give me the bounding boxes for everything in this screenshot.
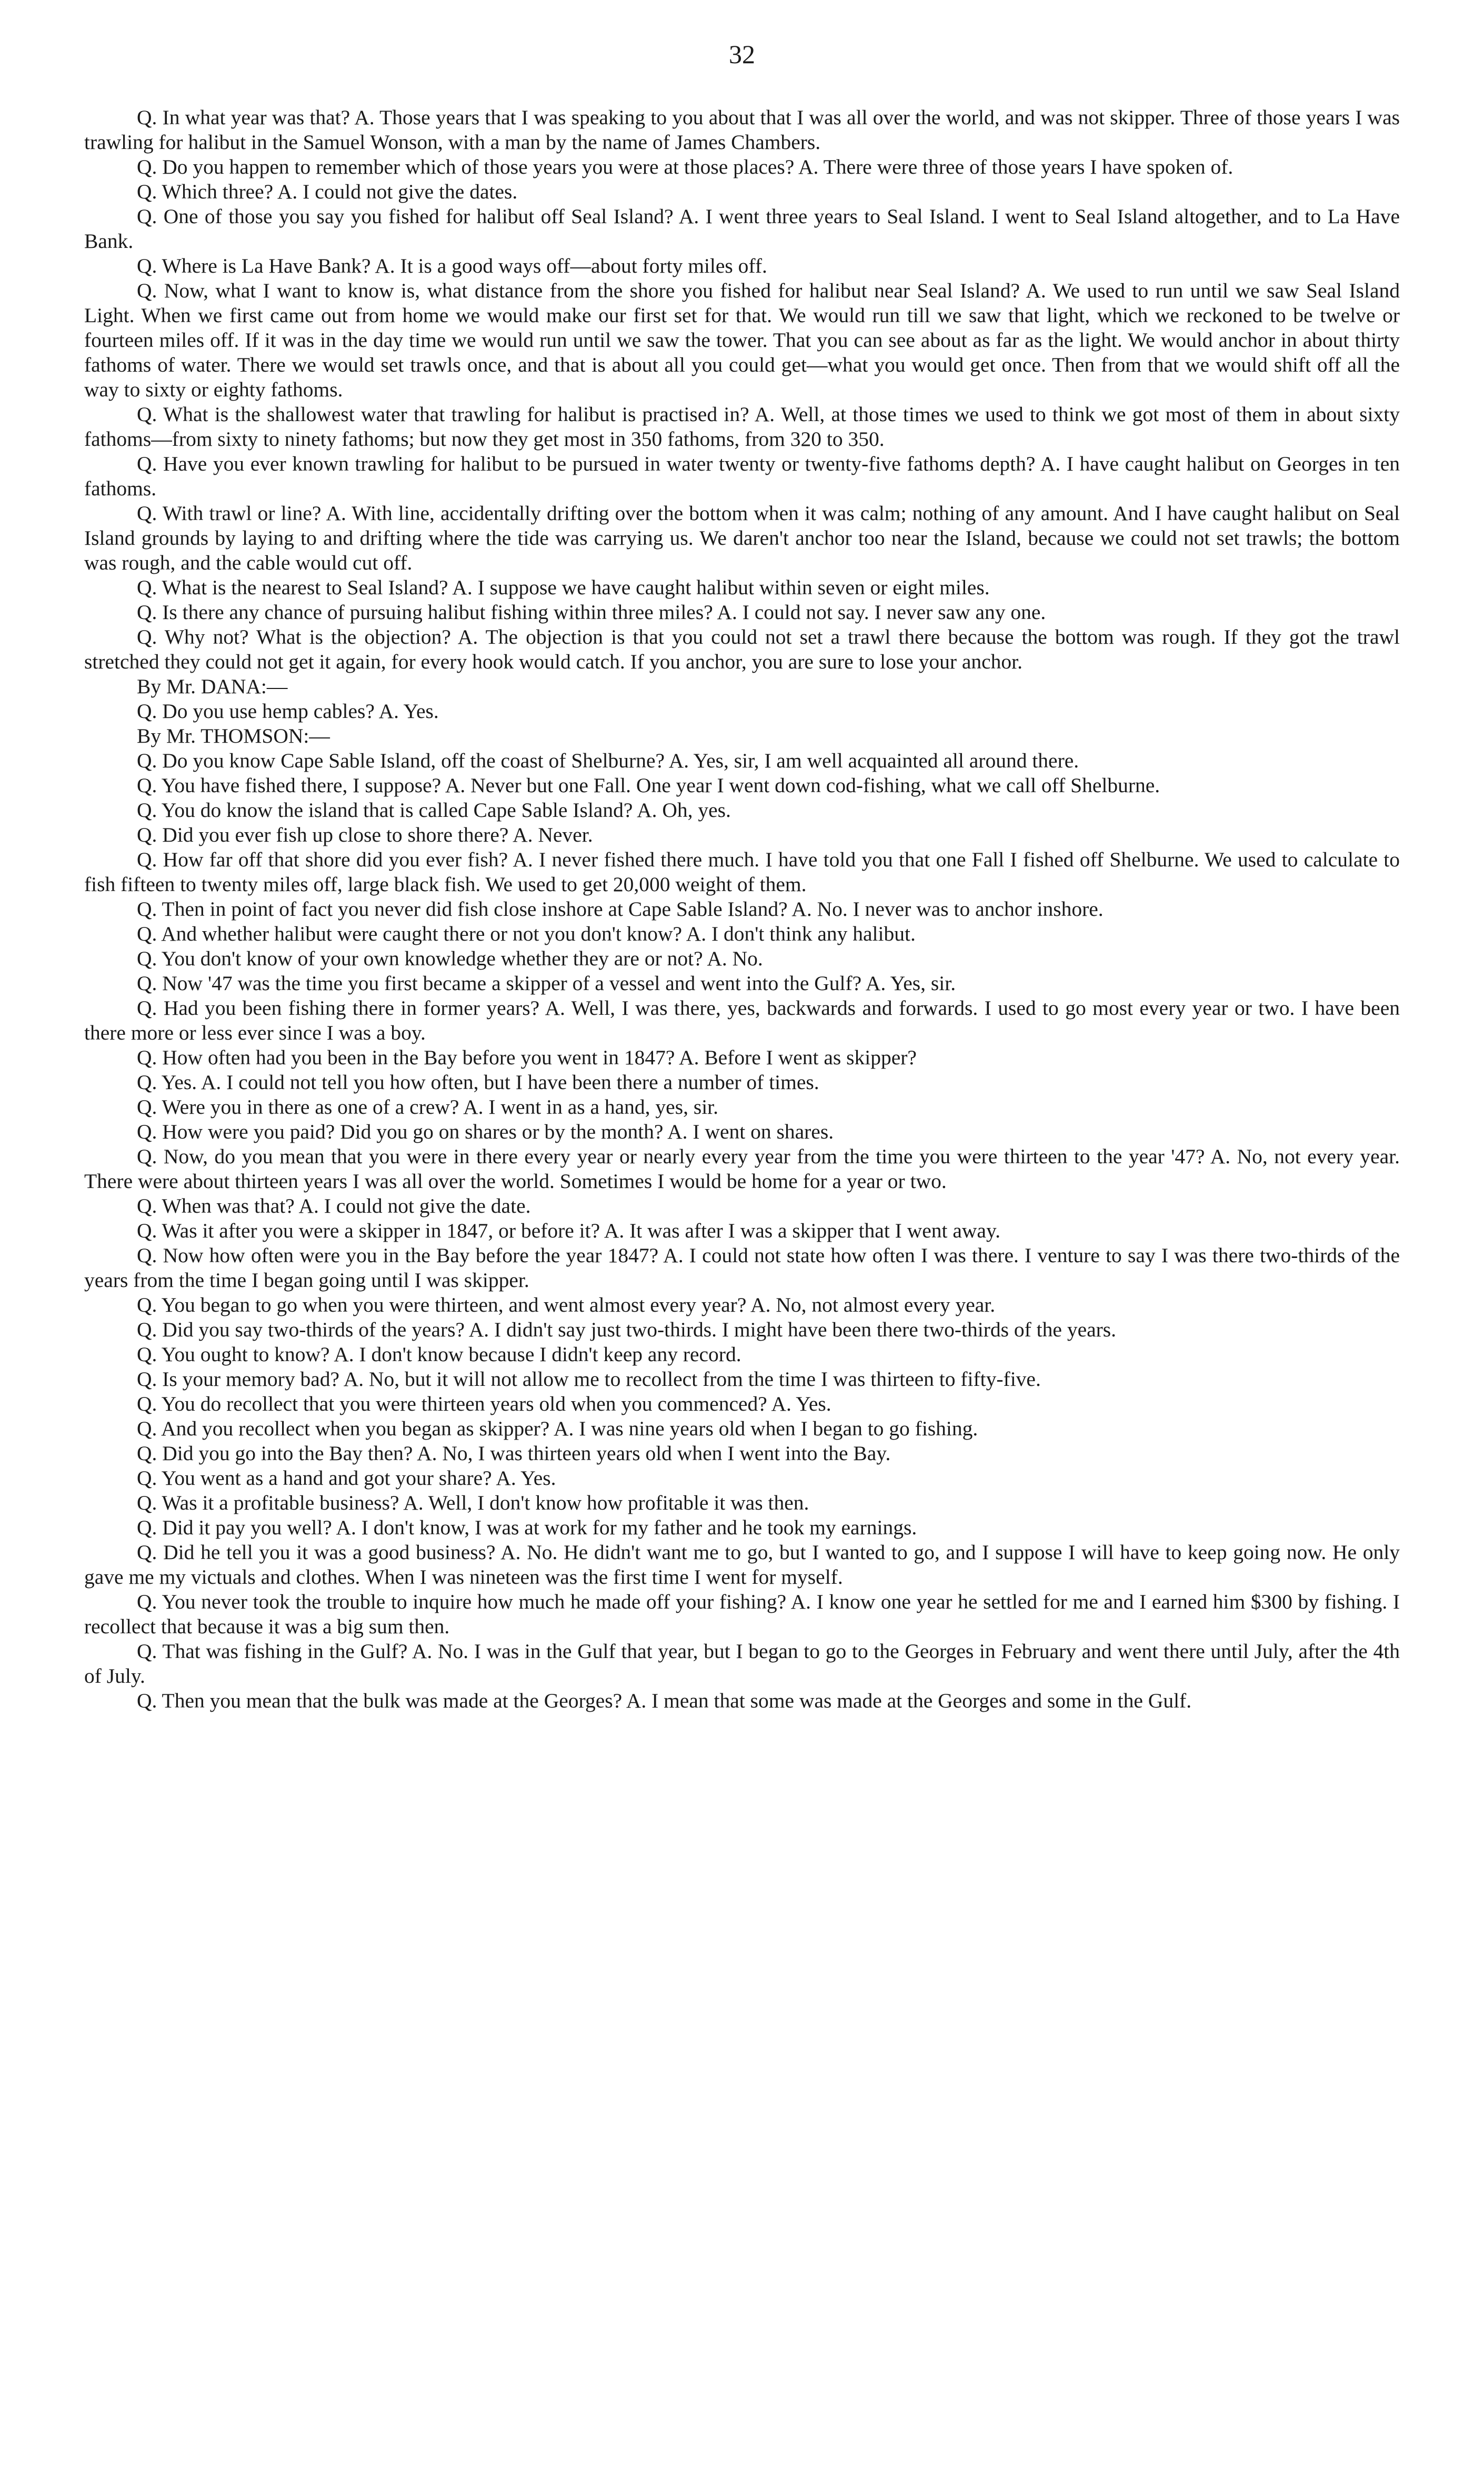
paragraph: Q. In what year was that? A. Those years that I was speaking to you about that I was all over the world, and was not skipper. Three of those years I was trawling for halibut in the Samuel Wonson, with a man by the name of James Chambers. bbox=[84, 106, 1400, 154]
paragraph: Q. Then in point of fact you never did fish close inshore at Cape Sable Island? A. No. I never was to anchor inshore. bbox=[137, 897, 1104, 921]
paragraph: Q. Was it after you were a skipper in 1847, or before it? A. It was after I was a skipper that I went away. bbox=[137, 1219, 1001, 1242]
page-number: 32 bbox=[729, 39, 755, 69]
paragraph: Q. Yes. A. I could not tell you how often, but I have been there a number of times. bbox=[137, 1071, 819, 1094]
paragraph: Q. Did it pay you well? A. I don't know, I was at work for my father and he took my earnings. bbox=[137, 1516, 917, 1539]
paragraph: Q. Have you ever known trawling for halibut to be pursued in water twenty or twenty-five fathoms depth? A. I have caught halibut on Georges in ten fathoms. bbox=[84, 452, 1400, 500]
paragraph: Q. You went as a hand and got your share? A. Yes. bbox=[137, 1466, 556, 1490]
paragraph: Q. Did you say two-thirds of the years? A. I didn't say just two-thirds. I might have been there two-thirds of the years. bbox=[137, 1318, 1117, 1341]
paragraph: Q. Were you in there as one of a crew? A. I went in as a hand, yes, sir. bbox=[137, 1095, 719, 1118]
paragraph: Q. Now, what I want to know is, what distance from the shore you fished for halibut near Seal Island? A. We used to run until we saw Seal Island Light. When we first came out from home we would make our first set for that. We would run till we saw that light, which we reckoned to be twelve or fourteen miles off. If it was in the day time we would run until we saw the tower. That you can see about as far as the light. We would anchor in about thirty fathoms of water. There we would set trawls once, and that is about all you could get—what you would get once. Then from that we would shift off all the way to sixty or eighty fathoms. bbox=[84, 279, 1400, 401]
paragraph: Q. What is the nearest to Seal Island? A. I suppose we have caught halibut within seven or eight miles. bbox=[137, 576, 990, 599]
testimony-text bbox=[84, 105, 1400, 1713]
paragraph: Q. One of those you say you fished for halibut off Seal Island? A. I went three years to Seal Island. I went to Seal Island altogether, and to La Have Bank. bbox=[84, 205, 1400, 253]
paragraph: Q. Had you been fishing there in former years? A. Well, I was there, yes, backwards and forwards. I used to go most every year or two. I have been there more or less ever since I was a boy. bbox=[84, 996, 1400, 1044]
paragraph: Q. Do you use hemp cables? A. Yes. bbox=[137, 700, 439, 723]
paragraph: Q. And you recollect when you began as skipper? A. I was nine years old when I began to go fishing. bbox=[137, 1417, 978, 1440]
paragraph: Q. You never took the trouble to inquire how much he made off your fishing? A. I know one year he settled for me and I earned him $300 by fishing. I recollect that because it was a big sum then. bbox=[84, 1590, 1400, 1638]
paragraph: Q. Which three? A. I could not give the dates. bbox=[137, 180, 518, 203]
paragraph: Q. Do you know Cape Sable Island, off the coast of Shelburne? A. Yes, sir, I am well acquainted all around there. bbox=[137, 749, 1079, 772]
paragraph: Q. Now '47 was the time you first became a skipper of a vessel and went into the Gulf? A. Yes, sir. bbox=[137, 972, 956, 995]
paragraph: Q. You ought to know? A. I don't know because I didn't keep any record. bbox=[137, 1343, 741, 1366]
paragraph: Q. Why not? What is the objection? A. The objection is that you could not set a trawl there because the bottom was rough. If they got the trawl stretched they could not get it again, for every hook would catch. If you anchor, you are sure to lose your anchor. bbox=[84, 625, 1400, 673]
paragraph: Q. Now, do you mean that you were in there every year or nearly every year from the time you were thirteen to the year '47? A. No, not every year. There were about thirteen years I was all over the world. Sometimes I would be home for a year or two. bbox=[84, 1145, 1400, 1193]
paragraph: Q. You do know the island that is called Cape Sable Island? A. Oh, yes. bbox=[137, 798, 731, 822]
paragraph: Q. And whether halibut were caught there or not you don't know? A. I don't think any halibut. bbox=[137, 922, 916, 945]
paragraph: Q. Did you go into the Bay then? A. No, I was thirteen years old when I went into the Bay. bbox=[137, 1442, 891, 1465]
paragraph: Q. How were you paid? Did you go on shares or by the month? A. I went on shares. bbox=[137, 1120, 834, 1143]
paragraph: Q. Was it a profitable business? A. Well, I don't know how profitable it was then. bbox=[137, 1491, 809, 1514]
paragraph: Q. What is the shallowest water that trawling for halibut is practised in? A. Well, at those times we used to think we got most of them in about sixty fathoms—from sixty to ninety fathoms; but now they get most in 350 fathoms, from 320 to 350. bbox=[84, 403, 1400, 451]
paragraph: Q. You do recollect that you were thirteen years old when you commenced? A. Yes. bbox=[137, 1392, 831, 1415]
paragraph: Q. That was fishing in the Gulf? A. No. I was in the Gulf that year, but I began to go to the Georges in February and went there until July, after the 4th of July. bbox=[84, 1640, 1400, 1687]
paragraph: Q. Is your memory bad? A. No, but it will not allow me to recollect from the time I was thirteen to fifty-five. bbox=[137, 1367, 1041, 1391]
speaker-heading: By Mr. DANA:— bbox=[137, 675, 288, 698]
paragraph: Q. How far off that shore did you ever fish? A. I never fished there much. I have told you that one Fall I fished off Shelburne. We used to calculate to fish fifteen to twenty miles off, large black fish. We used to get 20,000 weight of them. bbox=[84, 848, 1400, 896]
paragraph: Q. With trawl or line? A. With line, accidentally drifting over the bottom when it was calm; nothing of any amount. And I have caught halibut on Seal Island grounds by laying to and drifting where the tide was carrying us. We daren't anchor too near the Island, because we could not set trawls; the bottom was rough, and the cable would cut off. bbox=[84, 502, 1400, 574]
paragraph: Q. Do you happen to remember which of those years you were at those places? A. There were three of those years I have spoken of. bbox=[137, 155, 1234, 178]
speaker-heading: By Mr. THOMSON:— bbox=[137, 724, 330, 747]
paragraph: Q. You began to go when you were thirteen, and went almost every year? A. No, not almost every year. bbox=[137, 1293, 996, 1316]
paragraph: Q. Is there any chance of pursuing halibut fishing within three miles? A. I could not say. I never saw any one. bbox=[137, 601, 1046, 624]
paragraph: Q. Then you mean that the bulk was made at the Georges? A. I mean that some was made at the Georges and some in the Gulf. bbox=[137, 1689, 1192, 1712]
paragraph: Q. Where is La Have Bank? A. It is a good ways off—about forty miles off. bbox=[137, 254, 767, 277]
paragraph: Q. Did he tell you it was a good business? A. No. He didn't want me to go, but I wanted to go, and I suppose I will have to keep going now. He only gave me my victuals and clothes. When I was nineteen was the first time I went for myself. bbox=[84, 1541, 1400, 1589]
paragraph: Q. When was that? A. I could not give the date. bbox=[137, 1194, 531, 1217]
paragraph: Q. Did you ever fish up close to shore there? A. Never. bbox=[137, 823, 593, 846]
paragraph: Q. You don't know of your own knowledge whether they are or not? A. No. bbox=[137, 947, 763, 970]
paragraph: Q. Now how often were you in the Bay before the year 1847? A. I could not state how often I was there. I venture to say I was there two-thirds of the years from the time I began going until I was skipper. bbox=[84, 1244, 1400, 1292]
paragraph: Q. You have fished there, I suppose? A. Never but one Fall. One year I went down cod-fishing, what we call off Shelburne. bbox=[137, 774, 1160, 797]
paragraph: Q. How often had you been in the Bay before you went in 1847? A. Before I went as skipper? bbox=[137, 1046, 917, 1069]
